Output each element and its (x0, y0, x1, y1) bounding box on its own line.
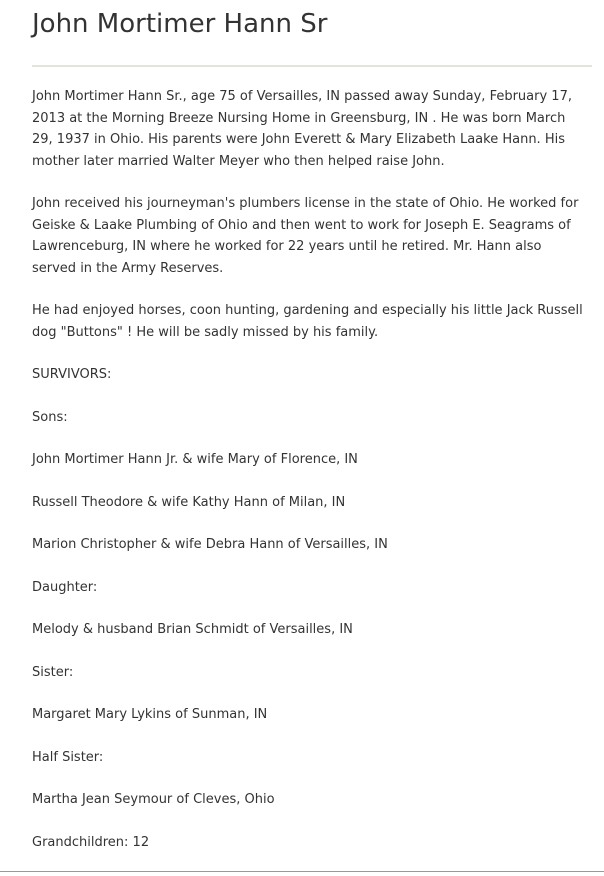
half-sister-label: Half Sister: (32, 749, 104, 765)
grandchildren-count: Grandchildren: 12 (32, 834, 150, 850)
survivor-entry: Marion Christopher & wife Debra Hann of Versailles, IN (32, 537, 388, 552)
paragraph-biography: John Mortimer Hann Sr., age 75 of Versailles, IN passed away Sunday, February 17, 2013 at the Morning Breeze Nursing Home in Greensburg, IN . He was born March 29, 1937 in Ohio. His parents were John Everett & Mary Elizabeth Laake Hann. His mother later married Walter Meyer who then helped raise John. (32, 89, 572, 169)
survivor-entry: Melody & husband Brian Schmidt of Versailles, IN (32, 622, 353, 637)
survivors-heading: SURVIVORS: (32, 367, 112, 382)
paragraph-career: John received his journeyman's plumbers license in the state of Ohio. He worked for Geiske & Laake Plumbing of Ohio and then went to work for Joseph E. Seagrams of Lawrenceburg, IN where he worked for 22 years until he retired. Mr. Hann also served in the Army Reserves. (32, 196, 579, 276)
survivor-entry: Martha Jean Seymour of Cleves, Ohio (32, 792, 275, 807)
obituary-body (32, 86, 588, 874)
survivor-entry: John Mortimer Hann Jr. & wife Mary of Florence, IN (32, 452, 358, 467)
bottom-divider (0, 871, 604, 872)
page-title: John Mortimer Hann Sr (32, 9, 328, 39)
survivor-entry: Russell Theodore & wife Kathy Hann of Milan, IN (32, 494, 346, 510)
daughter-label: Daughter: (32, 579, 98, 595)
sister-label: Sister: (32, 664, 74, 680)
paragraph-hobbies: He had enjoyed horses, coon hunting, gardening and especially his little Jack Russell dog "Buttons" ! He will be sadly missed by his family. (32, 303, 583, 340)
title-divider (32, 65, 592, 67)
survivor-entry: Margaret Mary Lykins of Sunman, IN (32, 707, 268, 722)
sons-label: Sons: (32, 409, 68, 425)
